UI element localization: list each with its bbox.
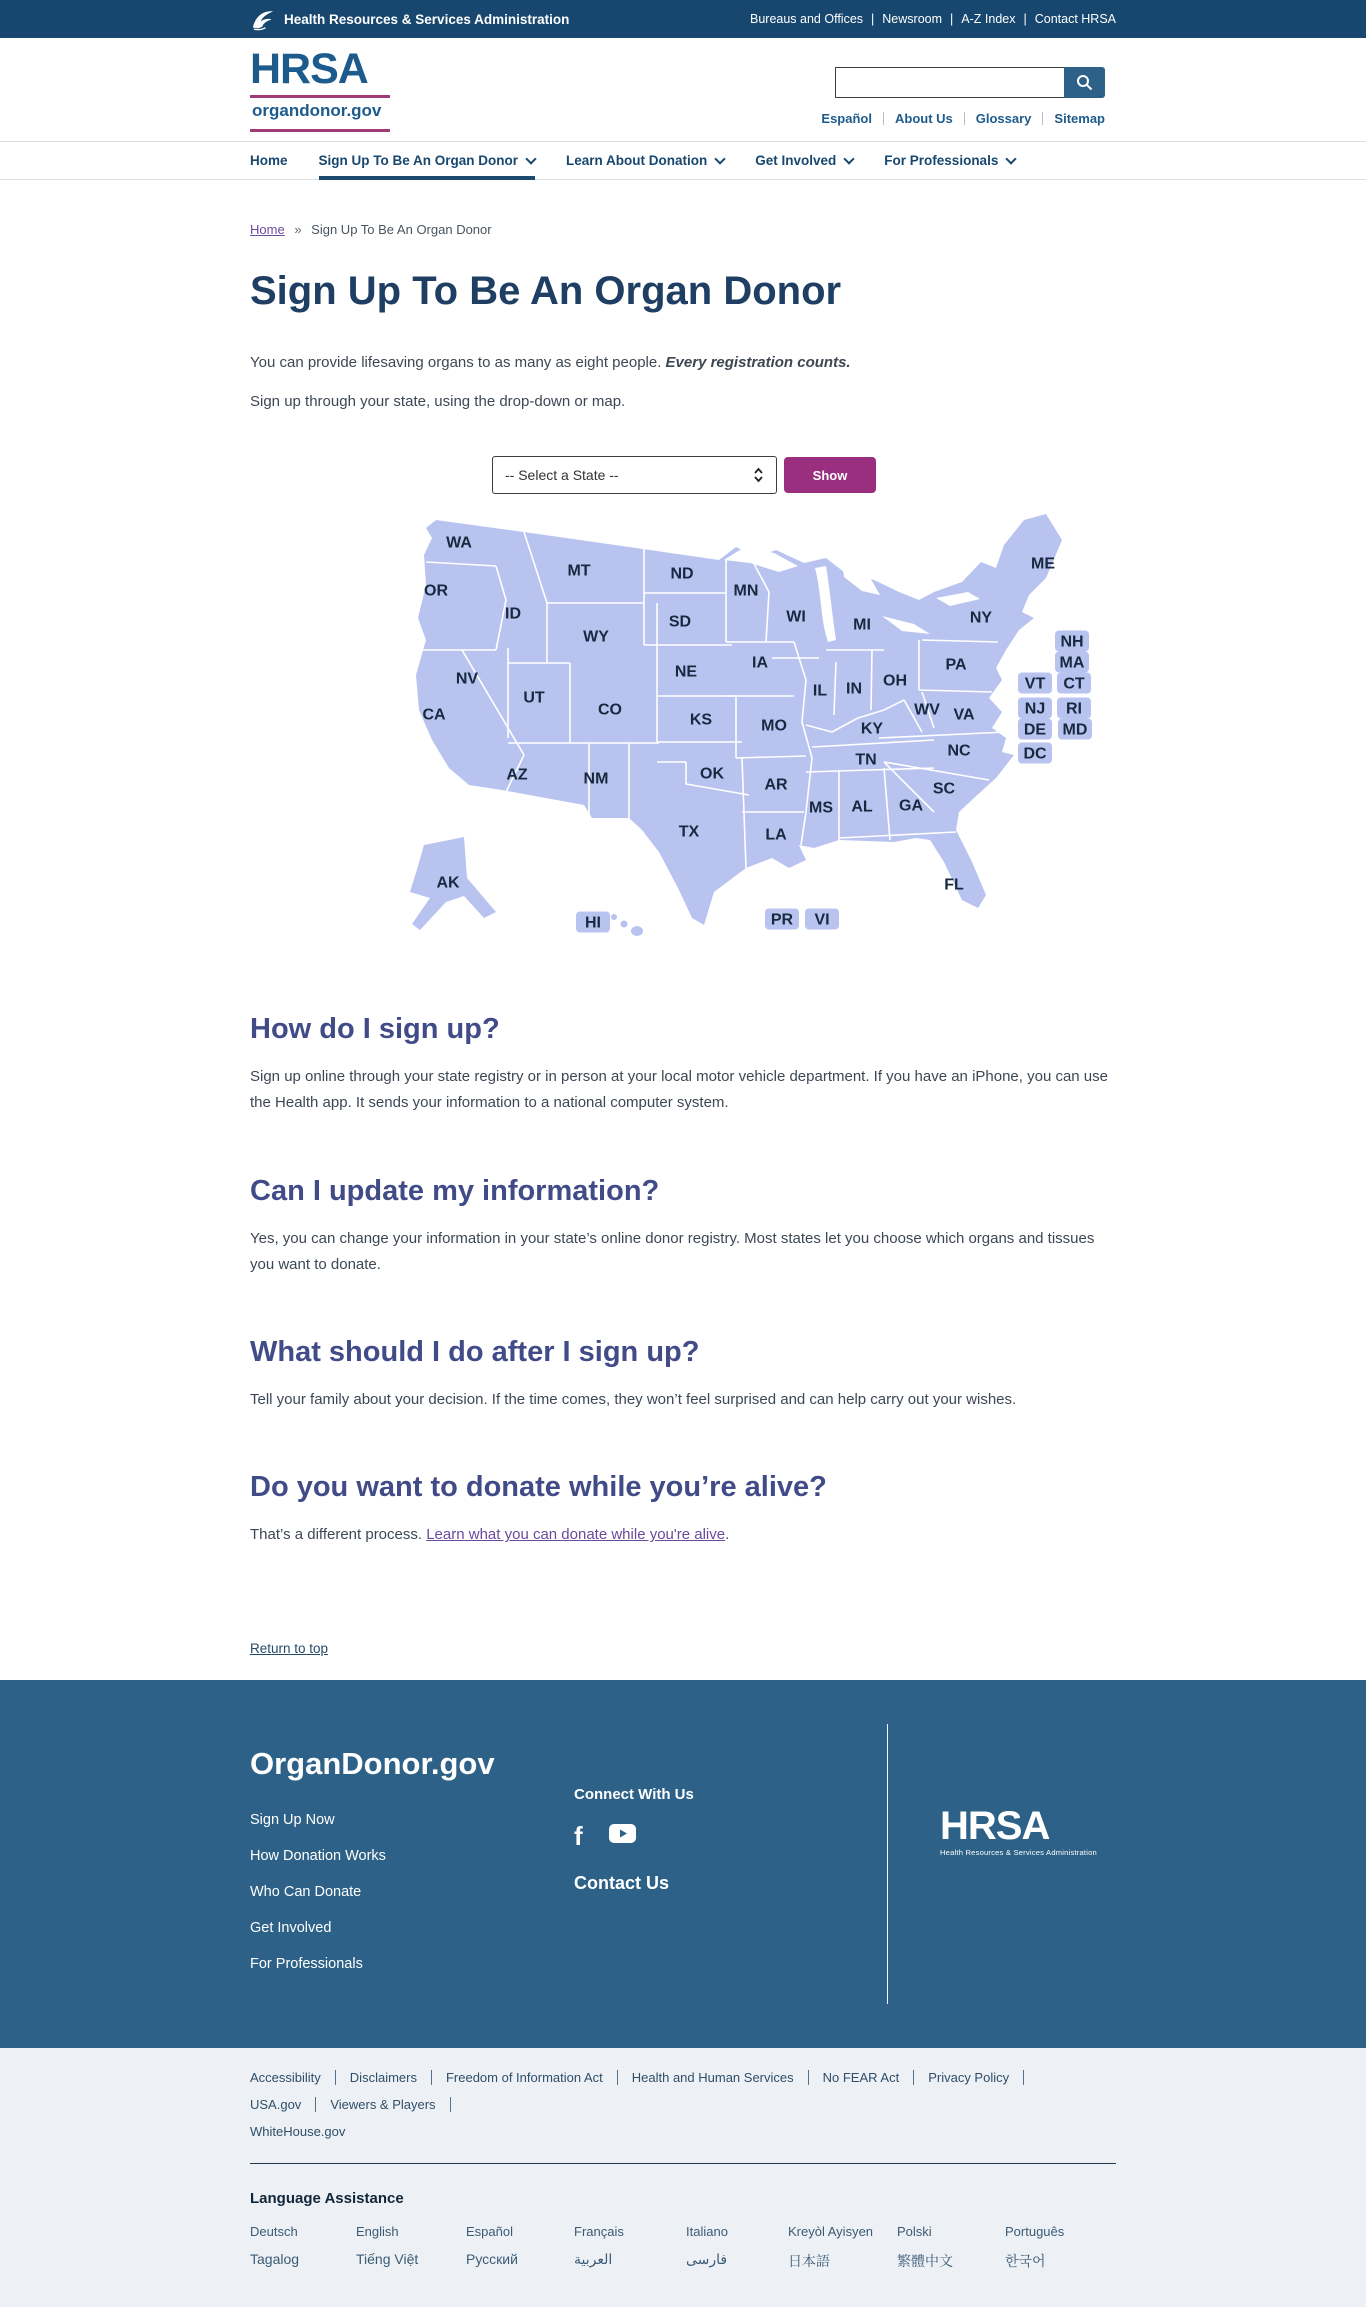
intro-paragraph-1: You can provide lifesaving organs to as many as eight people. Every registration counts.	[250, 354, 851, 371]
state-label-PR[interactable]: PR	[770, 911, 794, 929]
language-link-5[interactable]: Kreyòl Ayisyen	[788, 2223, 874, 2239]
state-label-DC[interactable]: DC	[1023, 745, 1047, 763]
language-link-5[interactable]: 日本語	[788, 2252, 830, 2269]
hrsa-footer-logo[interactable]: HRSA Health Resources & Services Administration	[940, 1803, 1097, 1857]
federal-link-disclaimers[interactable]: Disclaimers	[350, 2070, 432, 2085]
nav-item-get-involved[interactable]	[755, 142, 853, 179]
state-label-KS[interactable]: KS	[689, 711, 713, 729]
state-label-PA[interactable]: PA	[945, 656, 967, 674]
state-label-LA[interactable]: LA	[765, 826, 787, 844]
state-label-TX[interactable]: TX	[678, 823, 700, 841]
hrsa-organdonor-logo[interactable]	[250, 38, 390, 132]
state-label-OR[interactable]: OR	[424, 582, 448, 600]
section-heading: Can I update my information?	[250, 1174, 660, 1207]
state-selector-controls	[492, 456, 1116, 494]
state-label-NH[interactable]: NH	[1060, 633, 1084, 651]
breadcrumb-separator: »	[294, 222, 302, 237]
site-wordmark: organdonor.gov	[252, 101, 382, 120]
section-update-information	[250, 1175, 1116, 1279]
footer-link-who-can-donate[interactable]: Who Can Donate	[250, 1883, 362, 1900]
page-title: Sign Up To Be An Organ Donor	[250, 269, 842, 313]
chevron-down-icon	[1006, 153, 1017, 164]
state-label-MT[interactable]: MT	[567, 562, 591, 580]
state-label-OH[interactable]: OH	[883, 672, 907, 690]
language-link-1[interactable]: Tiếng Việt	[356, 2250, 419, 2267]
hrsa-wordmark: HRSA	[250, 45, 368, 93]
separator: |	[1023, 12, 1027, 26]
section-how-do-i-sign-up	[250, 1013, 1116, 1117]
chevron-down-icon	[844, 153, 855, 164]
hhs-eagle-icon	[250, 7, 275, 32]
state-label-WY[interactable]: WY	[583, 628, 609, 646]
logo-rule-bottom	[250, 129, 390, 132]
footer-link-how-donation-works[interactable]: How Donation Works	[250, 1847, 386, 1864]
living-donation-link[interactable]: Learn what you can donate while you're alive	[426, 1526, 726, 1544]
contact-us-link[interactable]: Contact Us	[574, 1872, 670, 1893]
state-label-CA[interactable]: CA	[422, 706, 446, 724]
federal-link-privacy-policy[interactable]: Privacy Policy	[928, 2070, 1024, 2085]
chevron-down-icon	[715, 153, 726, 164]
site-header	[0, 38, 1366, 141]
footer-link-get-involved[interactable]: Get Involved	[250, 1919, 332, 1936]
topbar-link-newsroom[interactable]: Newsroom	[882, 12, 943, 26]
language-link-6[interactable]: 繁體中文	[897, 2252, 953, 2269]
footer-link-sign-up-now[interactable]: Sign Up Now	[250, 1811, 335, 1828]
state-label-IL[interactable]: IL	[812, 682, 828, 700]
state-label-MD[interactable]: MD	[1062, 721, 1088, 739]
separator	[883, 112, 884, 125]
federal-link-usa-gov[interactable]: USA.gov	[250, 2097, 316, 2112]
show-button[interactable]: Show	[784, 457, 876, 493]
nav-item-for-professionals[interactable]	[884, 142, 1015, 179]
connect-with-us-label: Connect With Us	[574, 1785, 694, 1803]
state-label-CT[interactable]: CT	[1063, 675, 1085, 693]
language-link-3[interactable]: العربية	[574, 2250, 613, 2267]
search-input[interactable]	[835, 67, 1064, 98]
state-select-dropdown[interactable]	[492, 456, 777, 494]
return-to-top-link[interactable]: Return to top	[250, 1640, 329, 1656]
youtube-icon[interactable]	[609, 1824, 636, 1848]
state-label-ID[interactable]: ID	[505, 605, 521, 623]
state-label-HI[interactable]: HI	[585, 914, 601, 932]
agency-name: Health Resources & Services Administration	[284, 11, 570, 27]
header-link-sitemap[interactable]: Sitemap	[1054, 111, 1105, 126]
header-link-glossary[interactable]: Glossary	[975, 111, 1032, 126]
state-label-CO[interactable]: CO	[598, 701, 622, 719]
chevron-down-icon	[525, 153, 536, 164]
section-body: Sign up online through your state registry or in person at your local motor vehicle department. If you have an iPhone, you can use the Health app. It sends your information to a national computer system.	[250, 1068, 1108, 1112]
topbar-links	[750, 12, 1116, 26]
state-label-WA[interactable]: WA	[446, 534, 472, 552]
language-link-4[interactable]: فارسی	[686, 2250, 728, 2267]
federal-links-row-2	[250, 2124, 1116, 2145]
search-button[interactable]	[1064, 67, 1105, 98]
state-label-VT[interactable]: VT	[1024, 675, 1046, 693]
state-label-MA[interactable]: MA	[1059, 654, 1085, 672]
language-link-0[interactable]: Tagalog	[250, 2250, 300, 2267]
state-label-SD[interactable]: SD	[668, 613, 692, 631]
section-body: That’s a different process. Learn what you can donate while you're alive.	[250, 1526, 730, 1544]
select-chevrons-icon	[753, 467, 764, 483]
state-label-NE[interactable]: NE	[674, 663, 698, 681]
section-body: Yes, you can change your information in your state’s online donor registry. Most states let you choose which organs and tissues you want to donate.	[250, 1229, 1095, 1273]
breadcrumb-home-link[interactable]: Home	[250, 222, 285, 237]
topbar-link-a-z-index[interactable]: A-Z Index	[961, 12, 1016, 26]
section-after-sign-up	[250, 1336, 1116, 1413]
separator: |	[871, 12, 875, 26]
state-label-KY[interactable]: KY	[860, 720, 884, 738]
topbar-link-bureaus-and-offices[interactable]: Bureaus and Offices	[750, 12, 864, 26]
federal-link-freedom-of-information-act[interactable]: Freedom of Information Act	[446, 2070, 618, 2085]
federal-links-row	[250, 2070, 1116, 2124]
state-label-SC[interactable]: SC	[932, 780, 956, 798]
footer-nav-links	[250, 1812, 574, 1972]
government-topbar	[0, 0, 1366, 38]
section-heading: Do you want to donate while you’re alive?	[250, 1471, 827, 1504]
nav-label: Home	[250, 153, 288, 168]
breadcrumb-current: Sign Up To Be An Organ Donor	[311, 222, 492, 237]
state-label-VA[interactable]: VA	[953, 706, 975, 724]
federal-link-health-and-human-services[interactable]: Health and Human Services	[632, 2070, 809, 2085]
nav-item-sign-up-to-be-an-organ-donor[interactable]	[319, 142, 536, 179]
language-links-row-1	[250, 2224, 1116, 2239]
intro-paragraph-2: Sign up through your state, using the drop-down or map.	[250, 393, 626, 410]
state-label-MO[interactable]: MO	[761, 717, 787, 735]
federal-link-accessibility[interactable]: Accessibility	[250, 2070, 336, 2085]
intro-emphasis: Every registration counts.	[665, 354, 851, 371]
nav-label: Get Involved	[755, 153, 837, 168]
state-label-FL[interactable]: FL	[944, 876, 964, 894]
state-label-OK[interactable]: OK	[700, 765, 724, 783]
main-navigation	[0, 141, 1366, 180]
state-label-VI[interactable]: VI	[814, 911, 830, 929]
state-label-NV[interactable]: NV	[455, 670, 479, 688]
state-label-MS[interactable]: MS	[809, 799, 833, 817]
state-label-ND[interactable]: ND	[670, 565, 694, 583]
language-link-7[interactable]: Português	[1005, 2223, 1065, 2239]
language-links-row-2	[250, 2251, 1116, 2271]
nav-label: Sign Up To Be An Organ Donor	[318, 153, 519, 168]
separator	[1042, 112, 1043, 125]
federal-link-no-fear-act[interactable]: No FEAR Act	[823, 2070, 915, 2085]
section-heading: How do I sign up?	[250, 1013, 500, 1045]
breadcrumb	[250, 222, 1116, 237]
language-link-0[interactable]: Deutsch	[250, 2223, 298, 2239]
main-content	[250, 222, 1116, 1658]
bottom-utility-area	[0, 2048, 1366, 2307]
state-label-GA[interactable]: GA	[899, 797, 923, 815]
header-quick-links	[821, 111, 1105, 126]
nav-label: For Professionals	[884, 153, 999, 168]
topbar-link-contact-hrsa[interactable]: Contact HRSA	[1034, 12, 1116, 26]
state-label-AR[interactable]: AR	[764, 776, 788, 794]
federal-link-viewers-players[interactable]: Viewers & Players	[330, 2097, 450, 2112]
state-label-MI[interactable]: MI	[853, 616, 871, 634]
language-link-7[interactable]: 한국어	[1005, 2252, 1046, 2269]
language-link-3[interactable]: Français	[574, 2223, 624, 2239]
us-state-map[interactable]	[374, 500, 1124, 955]
bottom-divider	[250, 2163, 1116, 2164]
nav-item-home[interactable]	[250, 142, 288, 179]
language-link-1[interactable]: English	[356, 2223, 399, 2239]
state-select-value: -- Select a State --	[505, 467, 619, 483]
state-label-UT[interactable]: UT	[523, 689, 545, 707]
state-label-WI[interactable]: WI	[786, 608, 806, 626]
state-label-DE[interactable]: DE	[1023, 721, 1047, 739]
language-assistance-heading: Language Assistance	[250, 2189, 404, 2207]
footer-link-for-professionals[interactable]: For Professionals	[250, 1955, 363, 1972]
state-label-RI[interactable]: RI	[1066, 700, 1082, 718]
state-label-WV[interactable]: WV	[914, 701, 940, 719]
language-link-6[interactable]: Polski	[897, 2223, 932, 2239]
section-donate-while-alive	[250, 1471, 1116, 1548]
header-link-espa-ol[interactable]: Español	[821, 111, 872, 126]
federal-link-whitehouse-gov[interactable]: WhiteHouse.gov	[250, 2123, 346, 2139]
state-label-NJ[interactable]: NJ	[1024, 700, 1046, 718]
site-footer	[0, 1680, 1366, 2048]
state-label-AK[interactable]: AK	[436, 874, 460, 892]
section-body: Tell your family about your decision. If the time comes, they won’t feel surprised and can help carry out your wishes.	[250, 1391, 1017, 1408]
state-label-NY[interactable]: NY	[969, 609, 993, 627]
state-label-IN[interactable]: IN	[846, 680, 862, 698]
state-label-AZ[interactable]: AZ	[506, 766, 528, 784]
state-label-MN[interactable]: MN	[733, 582, 759, 600]
state-label-AL[interactable]: AL	[851, 798, 873, 816]
state-label-ME[interactable]: ME	[1031, 555, 1055, 573]
separator: |	[950, 12, 954, 26]
state-label-TN[interactable]: TN	[855, 751, 877, 769]
hawaii-islands[interactable]	[611, 914, 643, 936]
language-link-2[interactable]: Русский	[466, 2250, 518, 2267]
state-label-IA[interactable]: IA	[752, 654, 768, 672]
language-link-4[interactable]: Italiano	[686, 2223, 728, 2239]
nav-item-learn-about-donation[interactable]	[566, 142, 724, 179]
header-link-about-us[interactable]: About Us	[894, 111, 953, 126]
separator	[964, 112, 965, 125]
search-icon	[1076, 74, 1093, 91]
state-label-NC[interactable]: NC	[947, 742, 971, 760]
state-label-NM[interactable]: NM	[583, 770, 609, 788]
nav-label: Learn About Donation	[566, 153, 708, 168]
section-heading: What should I do after I sign up?	[250, 1336, 700, 1368]
facebook-icon[interactable]: f	[574, 1820, 583, 1851]
footer-brand[interactable]: OrganDonor.gov	[250, 1745, 495, 1781]
language-link-2[interactable]: Español	[466, 2223, 513, 2239]
